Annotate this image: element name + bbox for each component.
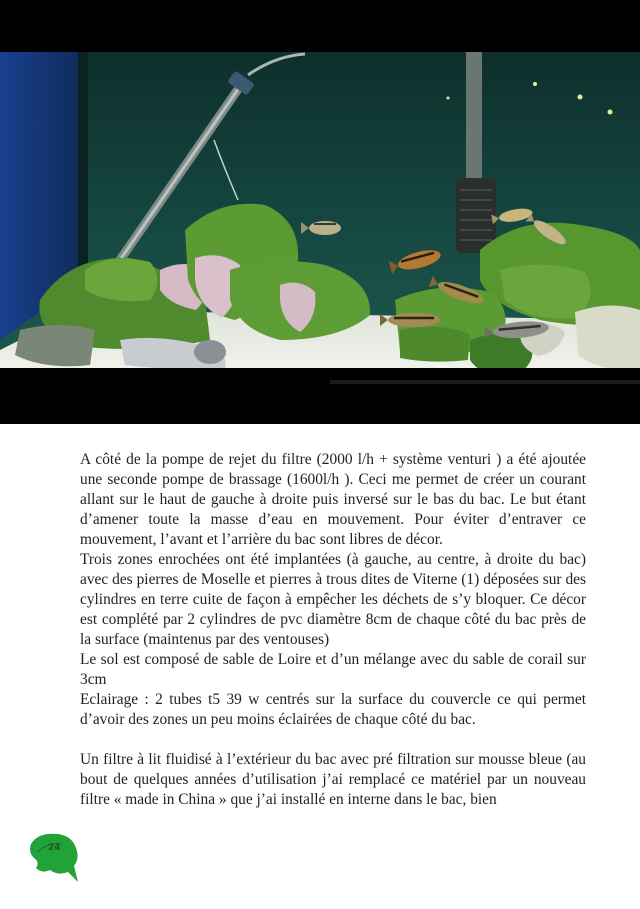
- paragraph: Le sol est composé de sable de Loire et d’un mélange avec du sable de corail sur 3cm: [80, 651, 586, 688]
- paragraph: A côté de la pompe de rejet du filtre (2000 l/h + système venturi ) a été ajoutée une seconde pompe de brassage (1600l/h ). Ceci me permet de créer un courant allant sur le haut de gauche à droite puis inversé sur le bas du bac. Le but étant d’amener toute la masse d’eau en mouvement. Pour éviter d’entraver ce mouvement, l’avant et l’arrière du bac sont libres de décor.: [80, 451, 586, 548]
- fish-page-badge-icon: [28, 830, 84, 884]
- aquarium-illustration: [0, 0, 640, 424]
- page-number: 24: [47, 843, 61, 853]
- paragraph: Un filtre à lit fluidisé à l’extérieur du bac avec pré filtration sur mousse bleue (au bout de quelques années d’utilisation j’ai remplacé ce matériel par un nouveau filtre « made in China » que j’ai installé en interne dans le bac, bien: [80, 751, 586, 808]
- article-text: [80, 450, 586, 810]
- paragraph: Eclairage : 2 tubes t5 39 w centrés sur la surface du couvercle ce qui permet d’avoir des zones un peu moins éclairées de chaque côté du bac.: [80, 691, 586, 728]
- aquarium-photo: [0, 0, 640, 424]
- paragraph: Trois zones enrochées ont été implantées (à gauche, au centre, à droite du bac) avec des pierres de Moselle et pierres à trous dites de Viterne (1) déposées sur des cylindres en terre cuite de façon à empêcher les déchets de s’y bloquer. Ce décor est complété par 2 cylindres de pvc diamètre 8cm de chaque côté du bac près de la surface (maintenus par des ventouses): [80, 551, 586, 648]
